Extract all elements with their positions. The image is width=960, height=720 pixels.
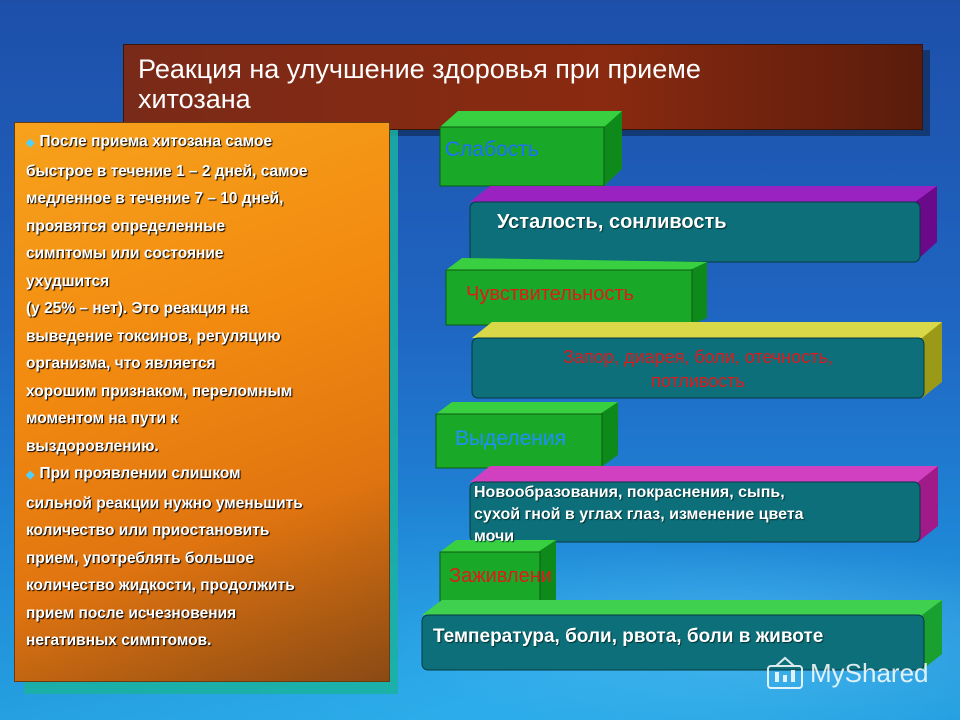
- neoplasms-line-1: Новообразования, покраснения, сыпь,: [474, 484, 785, 501]
- bullet-icon: ◆: [26, 137, 38, 149]
- paragraph-1-line-text: симптомы или состояние: [26, 245, 224, 262]
- block-excretion-label: Выделения: [455, 427, 566, 450]
- block-temperature-label: Температура, боли, рвота, боли в животе: [433, 626, 824, 647]
- constipation-line-2: потливость: [651, 371, 745, 391]
- paragraph-1-line-text: (у 25% – нет). Это реакция на: [26, 300, 249, 317]
- block-fatigue-label: Усталость, сонливость: [497, 211, 727, 233]
- watermark: [766, 656, 929, 690]
- block-weakness-label: Слабость: [445, 138, 539, 161]
- title-line-1: Реакция на улучшение здоровья при приеме: [138, 54, 701, 84]
- constipation-line-1: Запор, диарея, боли, отечность,: [563, 347, 833, 367]
- paragraph-1-line-text: ухудшится: [26, 272, 110, 290]
- paragraph-2-line-text: прием, употреблять большое: [26, 549, 254, 567]
- block-healing-label: Заживлени: [449, 565, 552, 587]
- paragraph-2-line-text: прием после исчезновения: [26, 604, 237, 622]
- paragraph-1-line-text: моментом на пути к: [26, 410, 179, 427]
- paragraph-2-line-text: количество жидкости, продолжить: [26, 577, 295, 594]
- myshared-logo-icon: [766, 656, 804, 690]
- watermark-text: MyShared: [810, 657, 929, 688]
- paragraph-2-line-text: негативных симптомов.: [26, 632, 212, 649]
- paragraph-1-line-text: организма, что является: [26, 355, 216, 372]
- paragraph-2-line-text: сильной реакции нужно уменьшить: [26, 494, 303, 512]
- title-line-2: хитозана: [138, 84, 251, 114]
- paragraph-1-line-text: выздоровлению.: [26, 437, 159, 455]
- paragraph-1-line-text: медленное в течение 7 – 10 дней,: [26, 190, 284, 207]
- bullet-icon: ◆: [26, 469, 38, 481]
- paragraph-1-line-text: хорошим признаком, переломным: [26, 382, 293, 400]
- paragraph-2-line-text: При проявлении слишком: [39, 465, 241, 482]
- neoplasms-line-3: мочи: [474, 528, 515, 545]
- paragraph-1-line-text: выведение токсинов, регуляцию: [26, 327, 281, 345]
- block-constipation-label: [472, 345, 924, 393]
- neoplasms-line-2: сухой гной в углах глаз, изменение цвета: [474, 506, 804, 523]
- paragraph-2-line-text: количество или приостановить: [26, 522, 270, 539]
- block-sensitivity-label: Чувствительность: [466, 283, 634, 305]
- paragraph-1-line-text: После приема хитозана самое: [39, 133, 273, 150]
- paragraph-1-line-text: быстрое в течение 1 – 2 дней, самое: [26, 162, 308, 180]
- block-neoplasms-label: [474, 482, 914, 548]
- paragraph-1-line-text: проявятся определенные: [26, 217, 226, 235]
